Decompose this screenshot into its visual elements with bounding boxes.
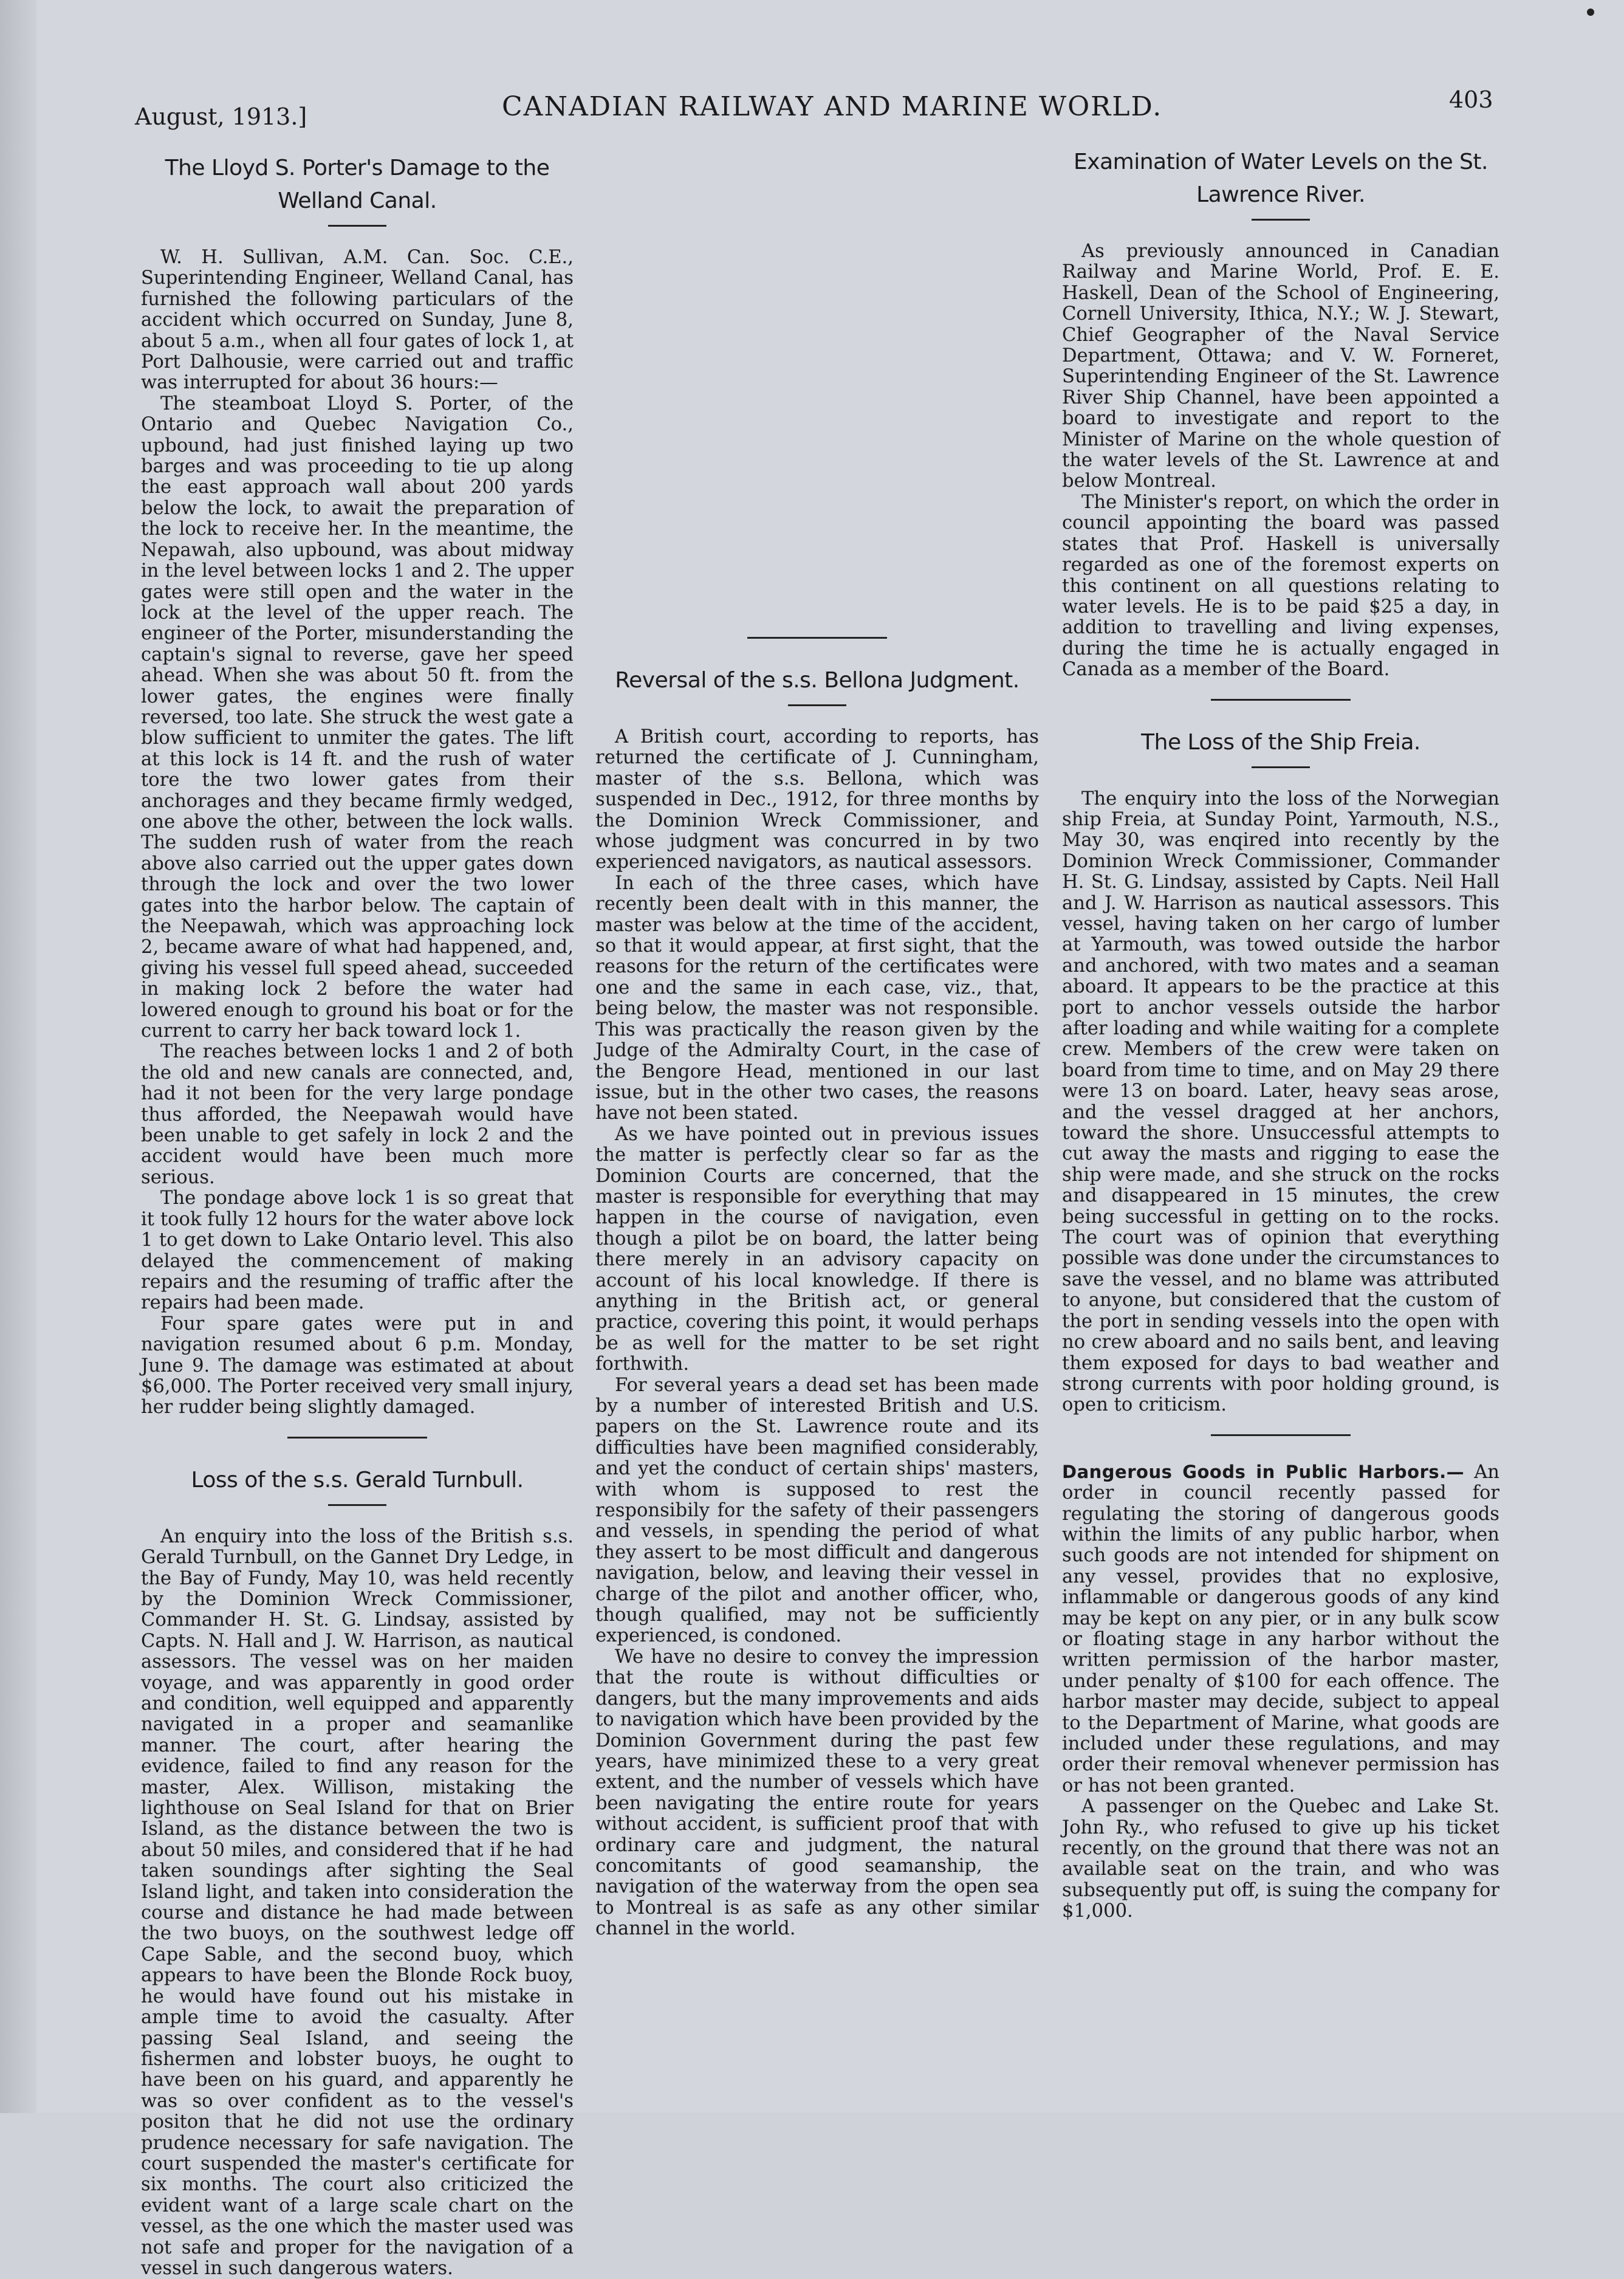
paragraph xyxy=(1062,1462,1499,1797)
paragraph: W. H. Sullivan, A.M. Can. Soc. C.E., Superintending Engineer, Welland Canal, has furnished the following particulars of the accident which occurred on Sunday, June 8, about 5 a.m., when all four gates of lock 1, at Port Dalhousie, were carried out and traffic was interrupted for about 36 hours:— xyxy=(141,247,574,394)
article-title-turnbull: Loss of the s.s. Gerald Turnbull. xyxy=(191,1467,524,1493)
paragraph: A passenger on the Quebec and Lake St. John Ry., who refused to give up his ticket recently, on the ground that there was not an available seat on the train, and who was subsequently put off, is suing the company for $1,000. xyxy=(1062,1796,1499,1922)
paragraph: As previously announced in Canadian Railway and Marine World, Prof. E. E. Haskell, Dean of the School of Engineering, Cornell University, Ithica, N.Y.; W. J. Stewart, Chief Geographer of the Naval Service Department, Ottawa; and V. W. Forneret, Superintending Engineer of the St. Lawrence River Ship Channel, have been appointed a board to investigate and report to the Minister of Marine on the whole question of the water levels of the St. Lawrence at and below Montreal. xyxy=(1062,241,1499,492)
paragraph: We have no desire to convey the impression that the route is without difficulties or dangers, but the many improvements and aids to navigation which have been provided by the Dominion Government during the past few years, have minimized these to a very great extent, and the number of vessels which have been navigating the entire route for years without accident, is sufficient proof that with ordinary care and judgment, the natural concomitants of good seamanship, the navigation of the waterway from the open sea to Montreal is as safe as any other similar channel in the world. xyxy=(595,1646,1039,1940)
paragraph: For several years a dead set has been made by a number of interested British and U.S. papers on the St. Lawrence route and its difficulties have been magnified considerably, and yet the conduct of certain ships' masters, with whom is supposed to rest the responsibily for the safety of their passengers and vessels, in spending the period of what they assert to be most difficult and dangerous navigation, below, and leaving their vessel in charge of the pilot and another officer, who, though qualified, may not be sufficiently experienced, is condoned. xyxy=(595,1374,1039,1647)
title-rule xyxy=(1252,219,1310,221)
issue-date: August, 1913.] xyxy=(135,103,307,130)
journal-title: CANADIAN RAILWAY AND MARINE WORLD. xyxy=(502,91,1163,122)
article-title-bellona: Reversal of the s.s. Bellona Judgment. xyxy=(615,668,1019,693)
paragraph: The reaches between locks 1 and 2 of both the old and new canals are connected, and, had it not been for the very large pondage thus afforded, the Neepawah would have been unable to get safely in lock 2 and the accident would have been much more serious. xyxy=(141,1041,574,1188)
column-3 xyxy=(1062,140,1499,2048)
paragraph: In each of the three cases, which have recently been dealt with in this manner, the master was below at the time of the accident, so that it would appear, at first sight, that the reasons for the return of the certificates were one and the same in each case, viz., that, being below, the master was not responsible. This was practically the reason given by the Judge of the Admiralty Court, in the case of the Bengore Head, mentioned in our last issue, but in the other two cases, the reasons have not been stated. xyxy=(595,872,1039,1124)
paragraph: The steamboat Lloyd S. Porter, of the Ontario and Quebec Navigation Co., upbound, had just finished laying up two barges and was proceeding to tie up along the east approach wall about 200 yards below the lock, to await the preparation of the lock to receive her. In the meantime, the Nepawah, also upbound, was about midway in the level between locks 1 and 2. The upper gates were still open and the water in the lock at the level of the upper reach. The engineer of the Porter, misunderstanding the captain's signal to reverse, gave her speed ahead. When she was about 50 ft. from the lower gates, the engines were finally reversed, too late. She struck the west gate a blow sufficient to unmiter the gates. The lift at this lock is 14 ft. and the rush of water tore the two lower gates from their anchorages and they became firmly wedged, one above the other, between the lock walls. The sudden rush of water from the reach above also carried out the upper gates down through the lock and over the two lower gates into the harbor below. The captain of the Neepawah, which was approaching lock 2, became aware of what had happened, and, giving his vessel full speed ahead, succeeded in making lock 2 before the water had lowered enough to ground his boat or for the current to carry her back toward lock 1. xyxy=(141,393,574,1042)
title-rule xyxy=(788,704,846,706)
title-rule xyxy=(1252,766,1310,768)
page-number: 403 xyxy=(1449,86,1493,113)
section-rule xyxy=(287,1437,427,1439)
paragraph: As we have pointed out in previous issues the matter is perfectly clear so far as the Dominion Courts are concerned, that the master is responsible for everything that may happen in the course of navigation, even though a pilot be on board, the latter being there merely in an advisory capacity on account of his local knowledge. If there is anything in the British act, or general practice, covering this point, it would perhaps be as well for the matter to be set right forthwith. xyxy=(595,1123,1039,1375)
paragraph: The Minister's report, on which the order in council appointing the board was passed states that Prof. Haskell is universally regarded as one of the foremost experts on this continent on all questions relating to water levels. He is to be paid $25 a day, in addition to travelling and living expenses, during the time he is actually engaged in Canada as a member of the Board. xyxy=(1062,491,1499,681)
runin-heading-dangerous-goods: Dangerous Goods in Public Harbors.— xyxy=(1062,1461,1465,1482)
paragraph: Four spare gates were put in and navigation resumed about 6 p.m. Monday, June 9. The damage was estimated at about $6,000. The Porter received very small injury, her rudder being slightly damaged. xyxy=(141,1313,574,1418)
paragraph: An enquiry into the loss of the British s.s. Gerald Turnbull, on the Gannet Dry Ledge, in the Bay of Fundy, May 10, was held recently by the Dominion Wreck Commissioner, Commander H. St. G. Lindsay, assisted by Capts. N. Hall and J. W. Harrison, as nautical assessors. The vessel was on her maiden voyage, and was apparently in good order and condition, well equipped and apparently navigated in a proper and seamanlike manner. The court, after hearing the evidence, failed to find any reason for the master, Alex. Willison, mistaking the lighthouse on Seal Island for that on Brier Island, as the distance between the two is about 50 miles, and considered that if he had taken soundings after sighting the Seal Island light, and taken into consideration the course and distance he had made between the two buoys, on the southwest ledge off Cape Sable, and the second buoy, which appears to have been the Blonde Rock buoy, he would have found out his mistake in ample time to avoid the casualty. After passing Seal Island, and seeing the fishermen and lobster buoys, he ought to have been on his guard, and apparently he was so over confident as to the vessel's positon that he did not use the ordinary prudence necessary for safe navigation. The court suspended the master's certificate for six months. The court also criticized the evident want of a large scale chart on the vessel, as the one which the master used was not safe and proper for the navigation of a vessel in such dangerous waters. xyxy=(141,1525,574,2279)
title-rule xyxy=(328,1504,386,1506)
title-rule xyxy=(328,225,386,227)
article-title-lloyd: The Lloyd S. Porter's Damage to the Welland Canal. xyxy=(165,156,550,213)
paragraph: The enquiry into the loss of the Norwegian ship Freia, at Sunday Point, Yarmouth, N.S., May 30, was enqired into recently by the Dominion Wreck Commissioner, Commander H. St. G. Lindsay, assisted by Capts. Neil Hall and J. W. Harrison as nautical assessors. This vessel, having taken on her cargo of lumber at Yarmouth, was towed outside the harbor and anchored, with two mates and a seaman aboard. It appears to be the practice at this port to anchor vessels outside the harbor after loading and while waiting for a complete crew. Members of the crew were taken on board from time to time, and on May 29 there were 13 on board. Later, heavy seas arose, and the vessel dragged at her anchors, toward the shore. Unsuccessful attempts to cut away the masts and rigging to ease the ship were made, and she struck on the rocks and disappeared in 15 minutes, the crew being successful in getting on to the rocks. The court was of opinion that everything possible was done under the circumstances to save the vessel, and no blame was attributed to anyone, but considered that the custom of the port in sending vessels into the open with no crew aboard and no sails bent, and leaving them exposed for days to bad weather and strong currents with poor holding ground, is open to criticism. xyxy=(1062,788,1499,1416)
paragraph: The pondage above lock 1 is so great that it took fully 12 hours for the water above lock 1 to get down to Lake Ontario level. This also delayed the commencement of making repairs and the resuming of traffic after the repairs had been made. xyxy=(141,1188,574,1314)
paragraph: A British court, according to reports, has returned the certificate of J. Cunningham, master of the s.s. Bellona, which was suspended in Dec., 1912, for three months by the Dominion Wreck Commissioner, and whose judgment was concurred in by two experienced navigators, as nautical assessors. xyxy=(595,726,1039,873)
article-title-water-levels: Examination of Water Levels on the St. Lawrence River. xyxy=(1074,150,1488,207)
section-rule xyxy=(1211,1434,1351,1436)
section-rule xyxy=(1211,699,1351,701)
column-1 xyxy=(141,140,574,2279)
article-title-freia: The Loss of the Ship Freia. xyxy=(1141,729,1420,755)
ink-dot xyxy=(1587,9,1594,16)
column-2 xyxy=(595,145,1039,2053)
section-rule xyxy=(747,637,887,639)
paragraph-text: An order in council recently passed for regulating the storing of dangerous goods within the limits of any public harbor, when such goods are not intended for shipment on any vessel, provides that no explosive, inflammable or dangerous goods of any kind may be kept on any pier, or in any bulk scow or floating stage in any harbor without the written permission of the harbor master, under penalty of $100 for each offence. The harbor master may decide, subject to appeal to the Department of Marine, what goods are included under these regulations, and may order their removal whenever permission has or has not been granted. xyxy=(1062,1461,1499,1796)
binding-gutter xyxy=(0,0,36,2113)
